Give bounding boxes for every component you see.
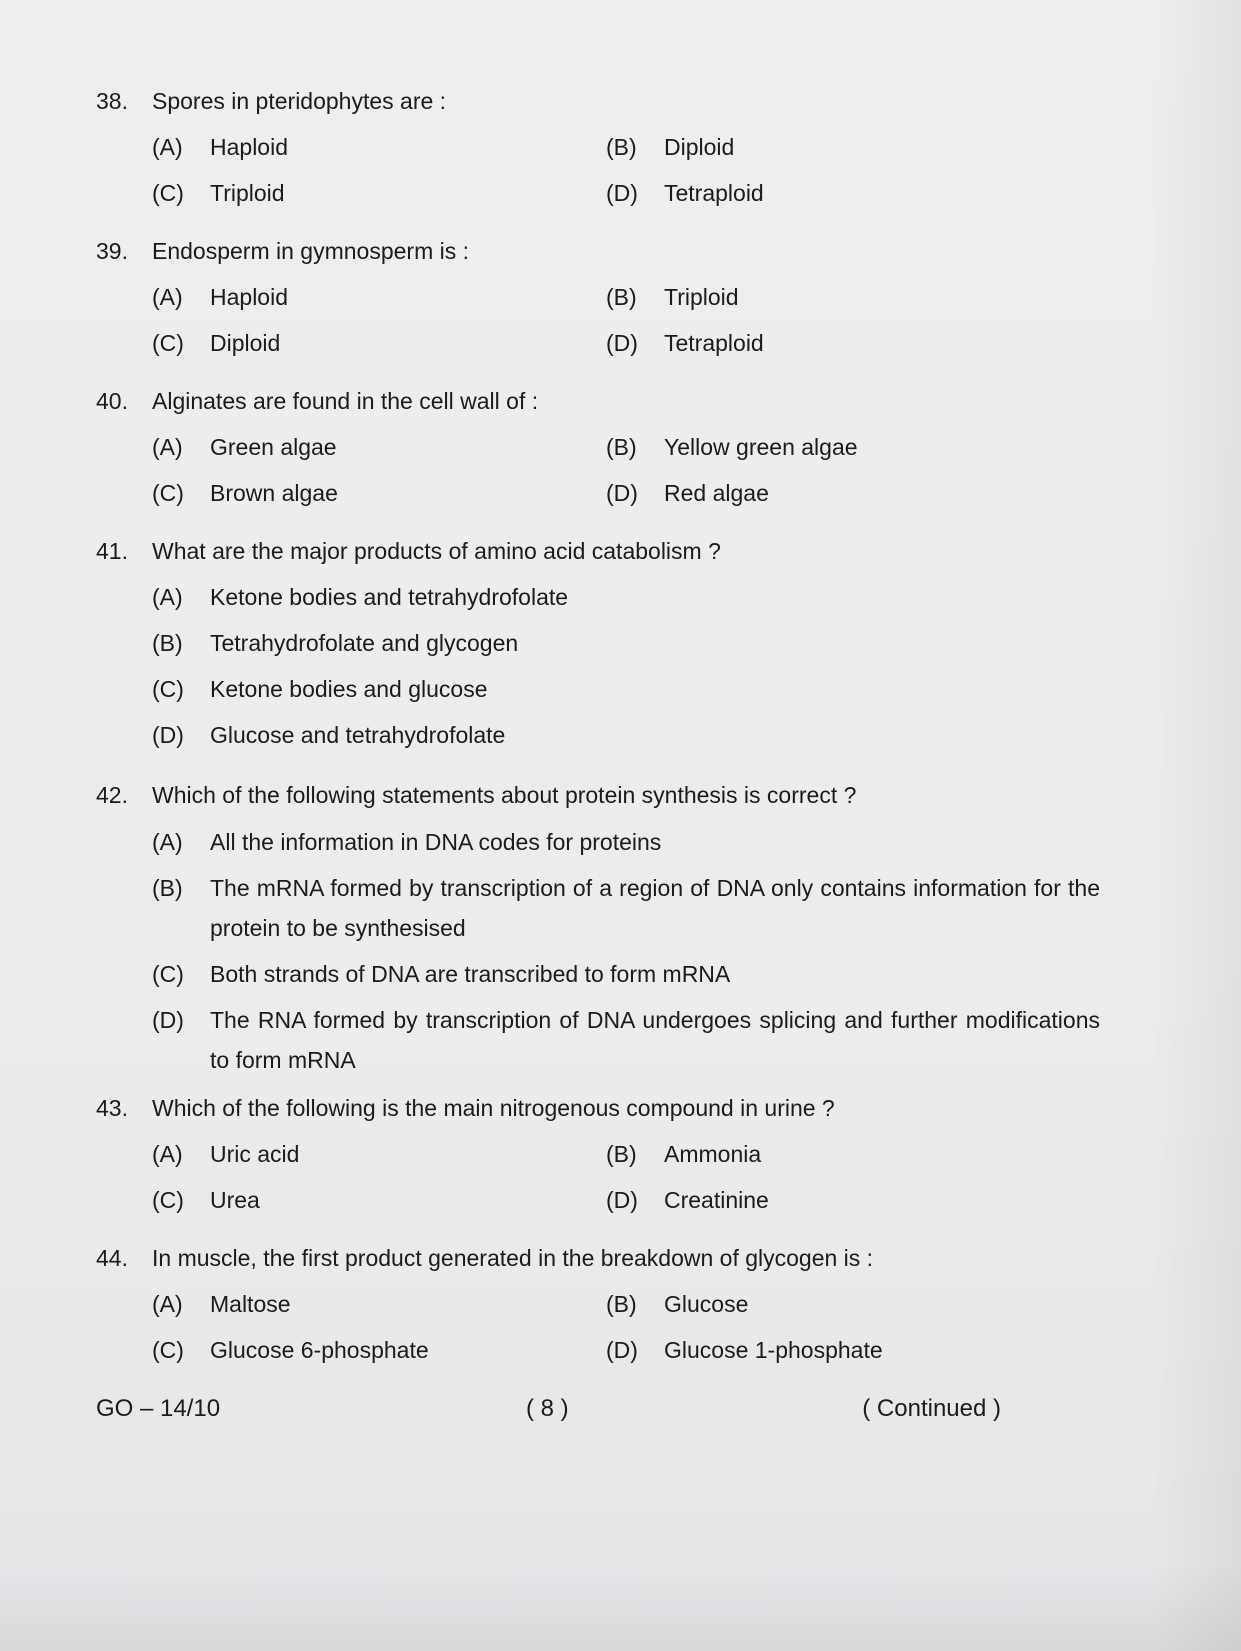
question-number: 39.: [96, 238, 128, 264]
option-d[interactable]: (D) Glucose 1-phosphate: [606, 1337, 883, 1363]
option-d[interactable]: (D) Glucose and tetrahydrofolate: [152, 722, 506, 748]
question-41: [96, 538, 1076, 768]
question-text: Spores in pteridophytes are :: [152, 88, 447, 114]
question-text: Which of the following is the main nitrogenous compound in urine ?: [152, 1095, 835, 1121]
question-number: 44.: [96, 1245, 128, 1271]
option-a[interactable]: (A) Maltose: [152, 1291, 291, 1317]
option-b[interactable]: (B) The mRNA formed by transcription of a region of DNA only contains information for the protein to be synthesised: [152, 875, 1100, 941]
question-text: Which of the following statements about protein synthesis is correct ?: [152, 782, 857, 808]
option-b[interactable]: (B) Yellow green algae: [606, 434, 858, 460]
question-text: What are the major products of amino acid catabolism ?: [152, 538, 721, 564]
option-b[interactable]: (B) Diploid: [606, 134, 735, 160]
option-b[interactable]: (B) Ammonia: [606, 1141, 762, 1167]
question-number: 41.: [96, 538, 128, 564]
question-39: [96, 238, 1076, 376]
option-c[interactable]: (C) Urea: [152, 1187, 260, 1213]
question-43: [96, 1095, 1076, 1233]
option-d[interactable]: (D) The RNA formed by transcription of DNA undergoes splicing and further modifications to form mRNA: [152, 1007, 1100, 1073]
question-number: 42.: [96, 782, 128, 808]
option-a[interactable]: (A) Green algae: [152, 434, 337, 460]
option-d[interactable]: (D) Tetraploid: [606, 330, 764, 356]
option-a[interactable]: (A) All the information in DNA codes for proteins: [152, 829, 662, 855]
question-number: 43.: [96, 1095, 128, 1121]
question-42: [96, 782, 1100, 1080]
option-a[interactable]: (A) Uric acid: [152, 1141, 300, 1167]
question-text: Alginates are found in the cell wall of :: [152, 388, 539, 414]
option-d[interactable]: (D) Creatinine: [606, 1187, 769, 1213]
option-c[interactable]: (C) Triploid: [152, 180, 285, 206]
continued-label: ( Continued ): [862, 1395, 1001, 1422]
option-d[interactable]: (D) Tetraploid: [606, 180, 764, 206]
option-b[interactable]: (B) Triploid: [606, 284, 739, 310]
question-text: Endosperm in gymnosperm is :: [152, 238, 470, 264]
option-c[interactable]: (C) Brown algae: [152, 480, 338, 506]
question-44: [96, 1245, 1076, 1383]
question-38: [96, 88, 1076, 226]
option-a[interactable]: (A) Haploid: [152, 284, 288, 310]
option-c[interactable]: (C) Diploid: [152, 330, 281, 356]
option-c[interactable]: (C) Ketone bodies and glucose: [152, 676, 488, 702]
question-text: In muscle, the first product generated in the breakdown of glycogen is :: [152, 1245, 874, 1271]
option-b[interactable]: (B) Tetrahydrofolate and glycogen: [152, 630, 519, 656]
page-number: ( 8 ): [526, 1395, 569, 1422]
option-a[interactable]: (A) Haploid: [152, 134, 288, 160]
option-c[interactable]: (C) Glucose 6-phosphate: [152, 1337, 429, 1363]
option-c[interactable]: (C) Both strands of DNA are transcribed to form mRNA: [152, 961, 731, 987]
option-a[interactable]: (A) Ketone bodies and tetrahydrofolate: [152, 584, 569, 610]
option-d[interactable]: (D) Red algae: [606, 480, 769, 506]
question-40: [96, 388, 1076, 526]
option-b[interactable]: (B) Glucose: [606, 1291, 749, 1317]
question-number: 40.: [96, 388, 128, 414]
question-number: 38.: [96, 88, 128, 114]
paper-code: GO – 14/10: [96, 1395, 221, 1422]
